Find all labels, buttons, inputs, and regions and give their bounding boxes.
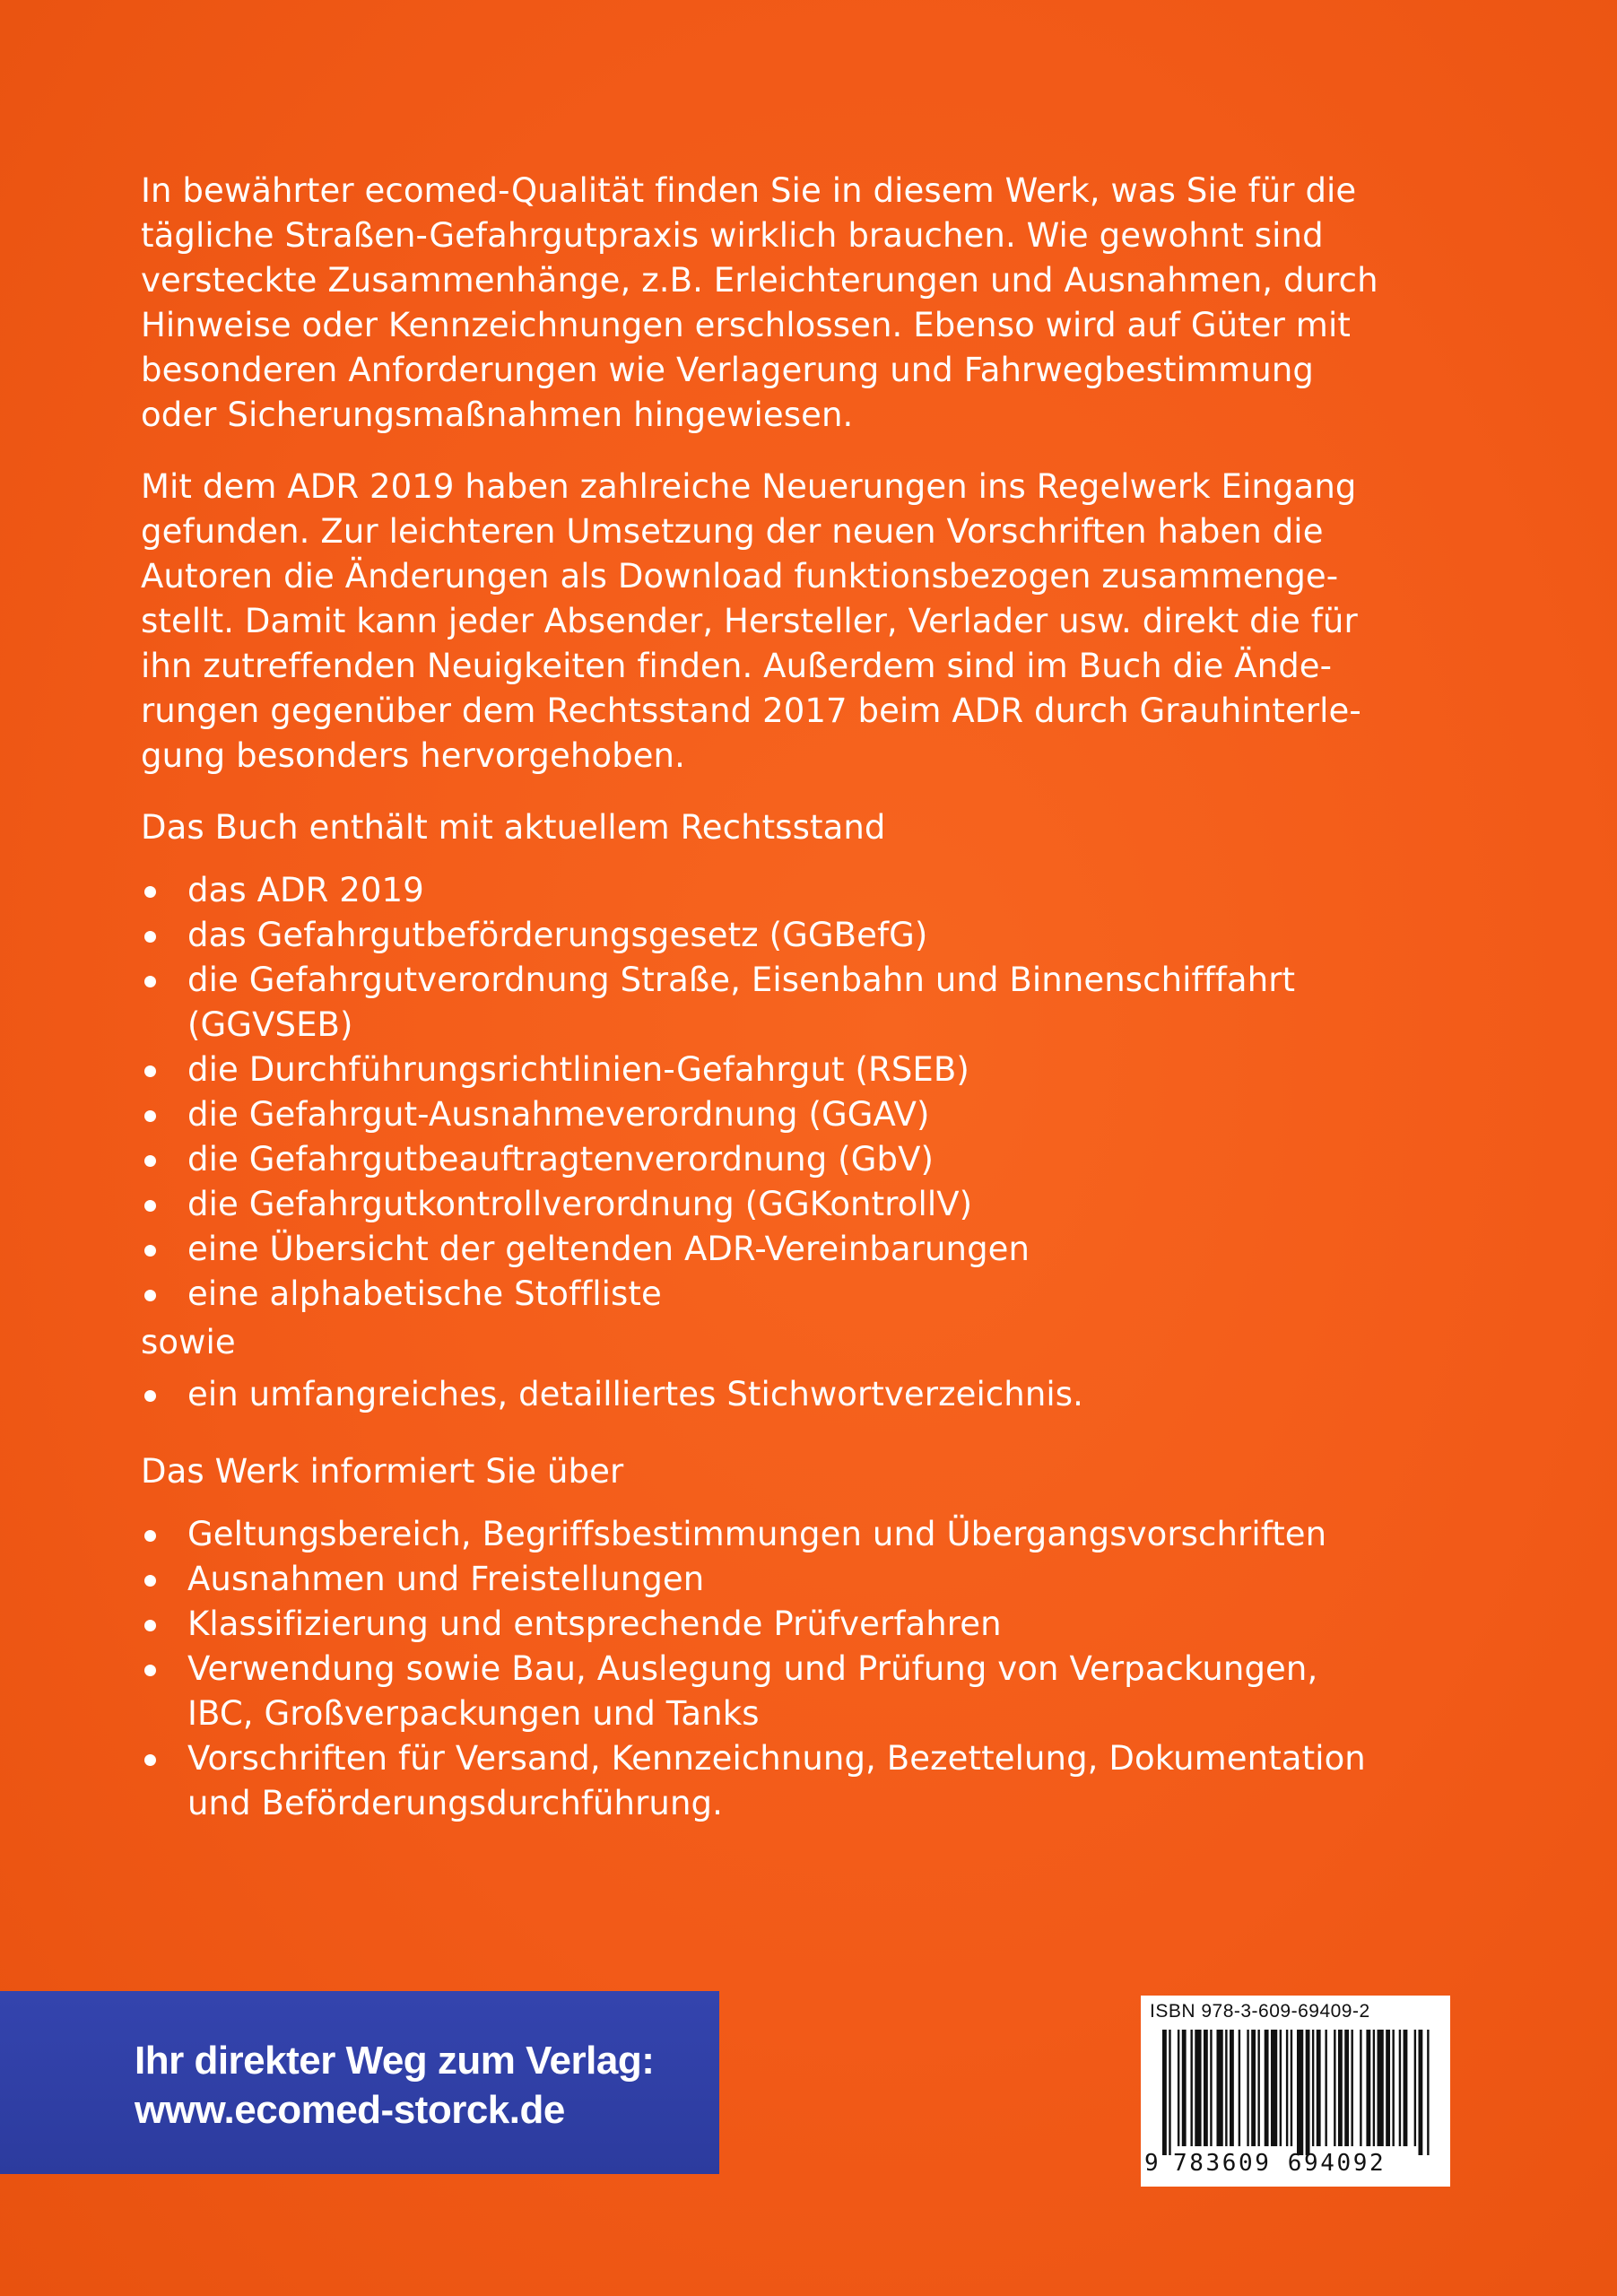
barcode-bar: [1230, 2030, 1234, 2146]
bullet-item: [141, 1557, 1423, 1602]
bullet-item: [141, 1272, 1423, 1317]
bullet-item-text: die Gefahrgutbeauftragtenverordnung (GbV): [187, 1140, 935, 1178]
text-line: In bewährter ecomed-Qualität finden Sie in diesem Werk, was Sie für die: [141, 171, 1357, 210]
bullet-item: [141, 1602, 1423, 1647]
bullet-item: [141, 1372, 1423, 1417]
text-line: stellt. Damit kann jeder Absender, Hersteller, Verlader usw. direkt die für: [141, 602, 1358, 640]
bullet-item-text: das ADR 2019: [187, 871, 424, 909]
bullet-item-text: IBC, Großverpackungen und Tanks: [187, 1694, 760, 1733]
publisher-url[interactable]: www.ecomed-storck.de: [135, 2088, 565, 2132]
barcode-bar: [1338, 2030, 1343, 2146]
barcode-bar: [1404, 2030, 1408, 2146]
bullet-item: [141, 1227, 1423, 1272]
barcode-bar: [1239, 2030, 1240, 2146]
text-line: oder Sicherungsmaßnahmen hingewiesen.: [141, 396, 854, 434]
bullet-item-text: die Gefahrgutverordnung Straße, Eisenbahn und Binnenschifffahrt: [187, 961, 1296, 999]
bullet-item-text: (GGVSEB): [187, 1005, 353, 1044]
text-line: ihn zutreffenden Neuigkeiten finden. Außerdem sind im Buch die Ände-: [141, 647, 1333, 685]
barcode-bar: [1392, 2030, 1394, 2146]
barcode-bars: [1162, 2030, 1431, 2155]
bullet-item: [141, 868, 1423, 913]
barcode-bar: [1265, 2030, 1269, 2146]
text-line: Hinweise oder Kennzeichnungen erschlossen. Ebenso wird auf Güter mit: [141, 306, 1351, 344]
barcode-bar: [1280, 2030, 1282, 2146]
barcode-bar: [1360, 2030, 1361, 2146]
barcode-bar: [1210, 2030, 1212, 2146]
barcode-bar: [1247, 2030, 1248, 2146]
barcode-bar: [1169, 2030, 1170, 2155]
barcode-bar: [1251, 2030, 1256, 2146]
text-line: Autoren die Änderungen als Download funktionsbezogen zusammenge-: [141, 557, 1339, 596]
text-line: gefunden. Zur leichteren Umsetzung der neuen Vorschriften haben die: [141, 512, 1324, 551]
barcode-bar: [1162, 2030, 1167, 2155]
bullet-item: [141, 913, 1423, 958]
barcode-bar: [1312, 2030, 1314, 2146]
barcode-bar: [1306, 2030, 1310, 2155]
barcode-bar: [1257, 2030, 1259, 2146]
sowie-text: sowie: [141, 1323, 236, 1361]
bullet-item-text: ein umfangreiches, detailliertes Stichwortverzeichnis.: [187, 1375, 1083, 1413]
barcode-bar: [1344, 2030, 1349, 2146]
text-line: gung besonders hervorgehoben.: [141, 736, 685, 775]
bullet-item-text: und Beförderungsdurchführung.: [187, 1784, 723, 1822]
barcode-bar: [1325, 2030, 1326, 2146]
contents-list: [141, 868, 1423, 1317]
bullet-item: [141, 1736, 1423, 1826]
bullet-item: [141, 1512, 1423, 1557]
bullet-item: [141, 1182, 1423, 1227]
bullet-item-text: Klassifizierung und entsprechende Prüfverfahren: [187, 1605, 1002, 1643]
intro-paragraph: [141, 169, 1423, 438]
barcode-bar: [1297, 2030, 1303, 2155]
bullet-item-text: eine alphabetische Stoffliste: [187, 1274, 662, 1313]
bullet-item-text: Vorschriften für Versand, Kennzeichnung, Bezettelung, Dokumentation: [187, 1739, 1366, 1778]
info-list: [141, 1512, 1423, 1826]
barcode-bar: [1182, 2030, 1187, 2146]
barcode-bar: [1195, 2030, 1201, 2146]
barcode-bar: [1334, 2030, 1335, 2146]
adr-paragraph: [141, 465, 1423, 778]
bullet-item-text: die Durchführungsrichtlinien-Gefahrgut (RSEB): [187, 1050, 969, 1089]
bullet-item: [141, 1048, 1423, 1092]
contents-heading: Das Buch enthält mit aktuellem Rechtsstand: [141, 808, 886, 847]
info-heading: Das Werk informiert Sie über: [141, 1452, 624, 1491]
text-line: rungen gegenüber dem Rechtsstand 2017 beim ADR durch Grauhinterle-: [141, 691, 1361, 730]
bullet-item-text: die Gefahrgutkontrollverordnung (GGKontrollV): [187, 1185, 973, 1223]
back-cover-text: [141, 169, 1423, 1826]
barcode-bar: [1225, 2030, 1227, 2146]
isbn-barcode: [1141, 1996, 1450, 2187]
bullet-item: [141, 1647, 1423, 1736]
barcode-bar: [1271, 2030, 1277, 2146]
bullet-item-text: Ausnahmen und Freistellungen: [187, 1560, 705, 1598]
barcode-bar: [1378, 2030, 1384, 2146]
barcode-bar: [1399, 2030, 1401, 2146]
barcode-bar: [1351, 2030, 1352, 2146]
barcode-bar: [1291, 2030, 1292, 2146]
bullet-item-text: Geltungsbereich, Begriffsbestimmungen und Übergangsvorschriften: [187, 1515, 1327, 1553]
barcode-bar: [1373, 2030, 1375, 2146]
bullet-item-text: die Gefahrgut-Ausnahmeverordnung (GGAV): [187, 1095, 930, 1134]
ean-digits: 783609 694092: [1173, 2150, 1387, 2177]
text-line: versteckte Zusammenhänge, z.B. Erleichterungen und Ausnahmen, durch: [141, 261, 1378, 300]
barcode-bar: [1286, 2030, 1288, 2146]
bullet-item-text: eine Übersicht der geltenden ADR-Vereinbarungen: [187, 1230, 1030, 1268]
barcode-bar: [1427, 2030, 1429, 2155]
barcode-bar: [1386, 2030, 1390, 2146]
bullet-item: [141, 1092, 1423, 1137]
bullet-item-text: das Gefahrgutbeförderungsgesetz (GGBefG): [187, 916, 928, 954]
barcode-bar: [1190, 2030, 1192, 2146]
extra-list: [141, 1372, 1423, 1417]
ean-first-digit: 9: [1144, 2150, 1159, 2177]
bullet-item: [141, 1137, 1423, 1182]
barcode-bar: [1418, 2030, 1422, 2155]
barcode-bar: [1204, 2030, 1208, 2146]
barcode-bar: [1317, 2030, 1321, 2146]
barcode-bar: [1414, 2030, 1416, 2146]
bullet-item-text: Verwendung sowie Bau, Auslegung und Prüfung von Verpackungen,: [187, 1649, 1318, 1688]
banner-title: Ihr direkter Weg zum Verlag:: [135, 2039, 655, 2083]
bullet-item: [141, 958, 1423, 1048]
barcode-bar: [1178, 2030, 1179, 2146]
barcode-bar: [1366, 2030, 1370, 2146]
text-line: besonderen Anforderungen wie Verlagerung und Fahrwegbestimmung: [141, 351, 1314, 389]
text-line: tägliche Straßen-Gefahrgutpraxis wirklich brauchen. Wie gewohnt sind: [141, 216, 1324, 255]
isbn-label: ISBN 978-3-609-69409-2: [1150, 2001, 1370, 2022]
barcode-bar: [1216, 2030, 1222, 2146]
publisher-banner: [0, 1991, 719, 2174]
text-line: Mit dem ADR 2019 haben zahlreiche Neuerungen ins Regelwerk Eingang: [141, 467, 1357, 506]
